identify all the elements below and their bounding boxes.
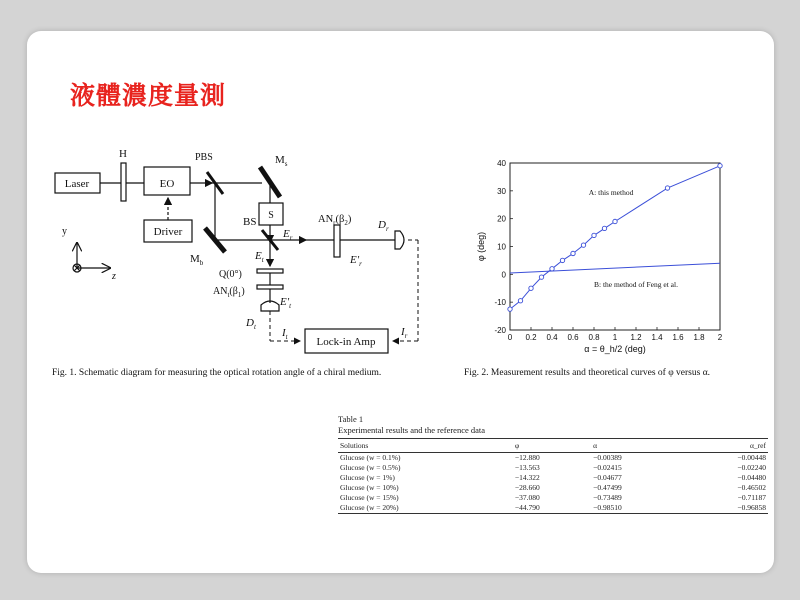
etp-label: $E'_t$ xyxy=(280,296,292,310)
table-title: Experimental results and the reference data xyxy=(338,425,486,435)
analyzer-r xyxy=(334,225,340,257)
cell: Glucose (w = 1%) xyxy=(340,473,395,482)
y-tick-label: 10 xyxy=(497,242,506,252)
dr-label: $D_r$ xyxy=(378,219,389,233)
table-row xyxy=(338,453,768,464)
cell: Glucose (w = 0.1%) xyxy=(340,453,401,462)
cell: −0.02240 xyxy=(737,463,766,472)
x-tick-label: 1.2 xyxy=(630,333,642,342)
series-b-line xyxy=(510,263,720,273)
x-tick-label: 0.6 xyxy=(567,333,579,342)
x-tick-label: 0.2 xyxy=(525,333,537,342)
series-a-point xyxy=(613,219,617,223)
y-axis-label: φ (deg) xyxy=(476,231,486,262)
series-a-point xyxy=(665,186,669,190)
bs-label: BS xyxy=(243,216,257,228)
h-label: H xyxy=(119,148,127,160)
x-tick-label: 1.4 xyxy=(651,333,663,342)
cell: Glucose (w = 20%) xyxy=(338,503,513,514)
x-tick-label: 1.8 xyxy=(693,333,705,342)
cell: −28.660 xyxy=(514,483,540,492)
table-label: Table 1 xyxy=(338,414,364,424)
pbs-label: PBS xyxy=(195,152,213,163)
ir-label: $I_r$ xyxy=(401,326,408,340)
mb-label: $M_b$ xyxy=(190,253,204,267)
cell: −37.080 xyxy=(514,493,540,502)
cell: −0.00448 xyxy=(737,453,766,462)
y-axis-label: y xyxy=(62,226,67,237)
table-row xyxy=(338,493,768,503)
cell: −0.73489 xyxy=(593,493,622,502)
series-a-point xyxy=(602,226,606,230)
cell: −12.880 xyxy=(514,453,540,462)
q-label: Q(0°) xyxy=(219,269,242,280)
erp-label: $E'_r$ xyxy=(350,254,362,268)
schematic-diagram xyxy=(50,145,490,360)
cell: −0.47499 xyxy=(593,483,622,492)
cell: −0.04480 xyxy=(737,473,766,482)
x-tick-label: 0.4 xyxy=(546,333,558,342)
table-header-row xyxy=(338,439,768,453)
figure2-caption: Fig. 2. Measurement results and theoretical curves of φ versus α. xyxy=(464,368,711,378)
series-a-point xyxy=(718,164,722,168)
it-label: $I_t$ xyxy=(282,327,288,341)
cell: −44.790 xyxy=(513,503,591,514)
annotation-a: A: this method xyxy=(588,188,634,198)
series-a-point xyxy=(508,307,512,311)
cell: −0.98510 xyxy=(591,503,679,514)
x-tick-label: 2 xyxy=(717,333,723,342)
detector-r xyxy=(395,231,404,249)
analyzer-t xyxy=(257,285,283,289)
series-a-point xyxy=(581,243,585,247)
y-tick-label: 20 xyxy=(497,214,506,224)
col-alpha-ref: α_ref xyxy=(680,439,768,453)
results-table xyxy=(338,414,768,514)
series-a-point xyxy=(560,258,564,262)
table-row xyxy=(338,503,768,514)
cell: Glucose (w = 15%) xyxy=(340,493,399,502)
cell: −0.04677 xyxy=(593,473,622,482)
laser-label: Laser xyxy=(64,178,90,190)
series-a-point xyxy=(571,251,575,255)
et-label: $E_t$ xyxy=(255,250,264,264)
series-a-point xyxy=(539,275,543,279)
y-tick-label: 0 xyxy=(501,270,506,280)
driver-label: Driver xyxy=(153,226,183,238)
q-plate xyxy=(257,269,283,273)
col-alpha: α xyxy=(591,439,679,453)
phi-vs-alpha-chart xyxy=(470,145,760,360)
anr-label: $AN_r(\beta_2)$ xyxy=(318,214,352,227)
cell: Glucose (w = 10%) xyxy=(340,483,399,492)
ant-label: $AN_t(\beta_1)$ xyxy=(213,286,245,299)
x-tick-label: 0.8 xyxy=(588,333,600,342)
table-row xyxy=(338,463,768,473)
cell: −0.00389 xyxy=(593,453,622,462)
cell: −14.322 xyxy=(514,473,540,482)
s-label: S xyxy=(268,210,274,221)
series-a-point xyxy=(529,286,533,290)
cell: −0.46502 xyxy=(737,483,766,492)
y-tick-label: -20 xyxy=(494,326,506,335)
dt-label: $D_t$ xyxy=(246,317,256,331)
annotation-b: B: the method of Feng et al. xyxy=(594,279,678,289)
z-axis-label: z xyxy=(112,271,116,282)
cell: −0.02415 xyxy=(593,463,622,472)
cell: −0.71187 xyxy=(737,493,766,502)
cell: −0.96858 xyxy=(680,503,768,514)
slide-title: 液體濃度量測 xyxy=(70,81,227,110)
y-tick-label: 30 xyxy=(497,186,506,196)
x-axis-label: α = θ_h/2 (deg) xyxy=(584,344,646,354)
lockin-label: Lock-in Amp xyxy=(316,336,376,348)
eo-label: EO xyxy=(159,178,175,190)
cell: −13.563 xyxy=(514,463,540,472)
series-a-point xyxy=(592,233,596,237)
x-tick-label: 0 xyxy=(507,333,513,342)
figure1-caption: Fig. 1. Schematic diagram for measuring the optical rotation angle of a chiral medium. xyxy=(52,368,382,378)
x-tick-label: 1 xyxy=(612,333,618,342)
table-row xyxy=(338,473,768,483)
series-a-point xyxy=(550,267,554,271)
table-row xyxy=(338,483,768,493)
col-solutions: Solutions xyxy=(338,439,513,453)
series-a-point xyxy=(518,299,522,303)
x-tick-label: 1.6 xyxy=(672,333,684,342)
h-plate xyxy=(121,163,126,201)
col-phi: φ xyxy=(513,439,591,453)
cell: Glucose (w = 0.5%) xyxy=(340,463,401,472)
er-label: $E_r$ xyxy=(283,228,293,242)
ms-label: $M_s$ xyxy=(275,154,288,168)
y-tick-label: 40 xyxy=(497,159,506,168)
y-tick-label: -10 xyxy=(494,298,506,308)
